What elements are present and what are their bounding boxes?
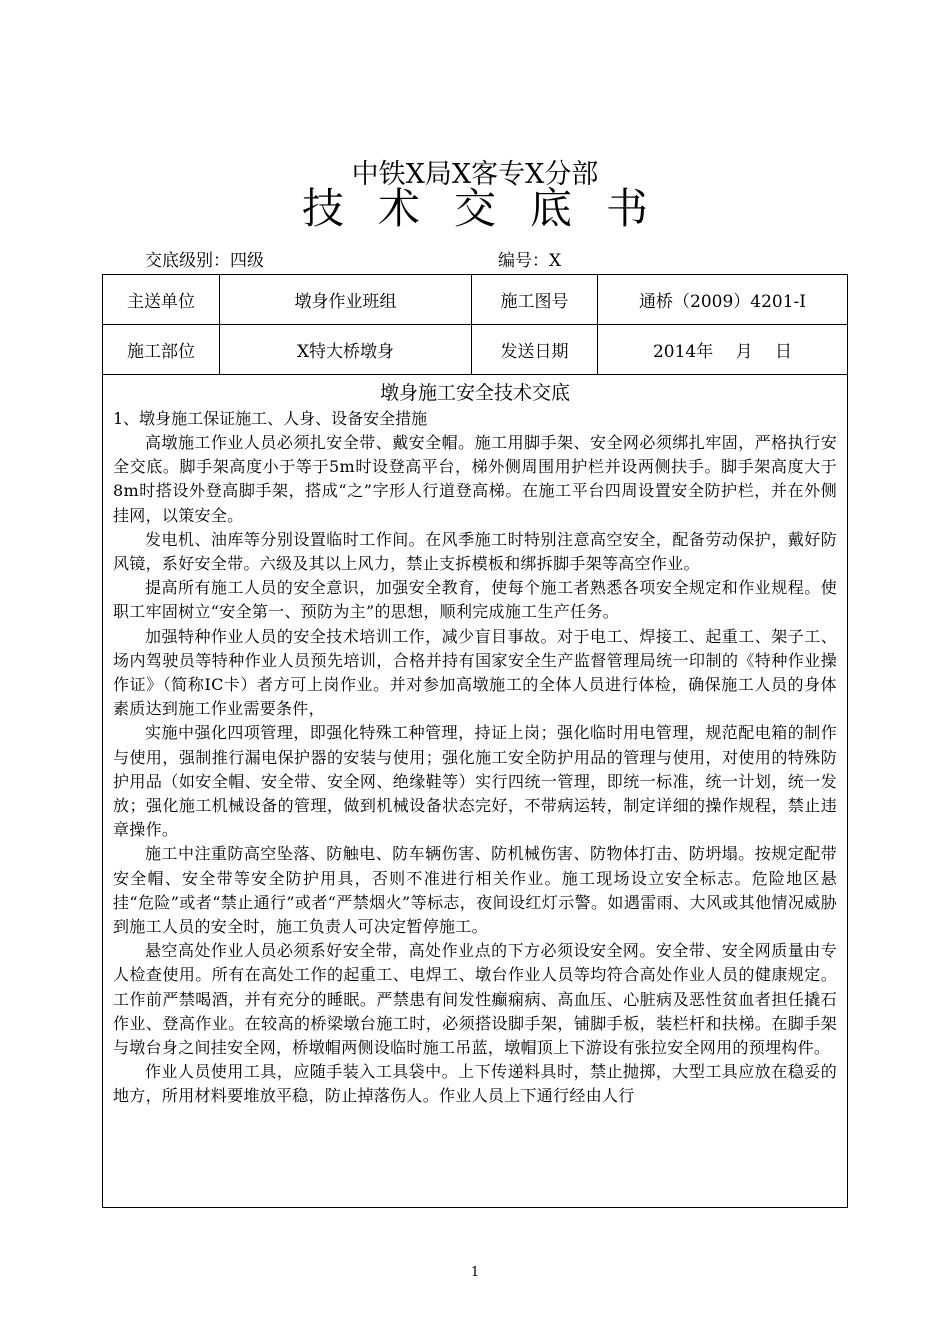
paragraph: 悬空高处作业人员必须系好安全带，高处作业点的下方必须设安全网。安全带、安全网质量由专人检查使用。所有在高处工作的起重工、电焊工、墩台作业人员等均符合高处作业人员的健康规定。工作前严禁喝酒，并有充分的睡眠。严禁患有间发性癫痫病、高血压、心脏病及恶性贫血者担任撬石作业、登高作业。在较高的桥梁墩台施工时，必须搭设脚手架，铺脚手板，装栏杆和扶梯。在脚手架与墩台身之间挂安全网，桥墩帽两侧设临时施工吊蓝，墩帽顶上下游设有张拉安全网用的预埋构件。 bbox=[113, 941, 837, 1058]
disclosure-content bbox=[103, 375, 847, 1109]
construction-part-label: 施工部位 bbox=[127, 342, 195, 362]
drawing-number-value: 通桥（2009）4201-Ⅰ bbox=[639, 292, 806, 312]
paragraph: 加强特种作业人员的安全技术培训工作，减少盲目事故。对于电工、焊接工、起重工、架子工、场内驾驶员等特种作业人员预先培训，合格并持有国家安全生产监督管理局统一印制的《特种作业操作证》（简称IC卡）者方可上岗作业。并对参加高墩施工的全体人员进行体检，确保施工人员的身体素质达到施工作业需要条件， bbox=[113, 626, 837, 719]
paragraph: 作业人员使用工具，应随手装入工具袋中。上下传递料具时，禁止抛掷，大型工具应放在稳妥的地方，所用材料要堆放平稳，防止掉落伤人。作业人员上下通行经由人行 bbox=[113, 1062, 837, 1106]
document-number: 编号：X bbox=[498, 251, 562, 271]
section-heading: 1、墩身施工保证施工、人身、设备安全措施 bbox=[113, 409, 428, 428]
recipient-label: 主送单位 bbox=[127, 292, 195, 312]
organization-title: 中铁X局X客专X分部 bbox=[351, 159, 599, 190]
send-date-value: 2014年 月 日 bbox=[652, 342, 793, 362]
document-title: 技术交底书 bbox=[301, 184, 682, 233]
paragraph: 提高所有施工人员的安全意识，加强安全教育，使每个施工者熟悉各项安全规定和作业规程。使职工牢固树立“安全第一、预防为主”的思想，顺利完成施工生产任务。 bbox=[113, 578, 837, 622]
paragraph: 施工中注重防高空坠落、防触电、防车辆伤害、防机械伤害、防物体打击、防坍塌。按规定配带安全帽、安全带等安全防护用具，否则不准进行相关作业。施工现场设立安全标志。危险地区悬挂“危险”或者“禁止通行”或者“严禁烟火”等标志，夜间设红灯示警。如遇雷雨、大风或其他情况威胁到施工人员的安全时，施工负责人可决定暂停施工。 bbox=[113, 844, 837, 937]
disclosure-table bbox=[102, 274, 848, 1208]
paragraph: 发电机、油库等分别设置临时工作间。在风季施工时特别注意高空安全，配备劳动保护，戴好防风镜，系好安全带。六级及其以上风力，禁止支拆模板和绑拆脚手架等高空作业。 bbox=[113, 529, 837, 574]
content-title: 墩身施工安全技术交底 bbox=[379, 382, 570, 404]
page-number: 1 bbox=[470, 1265, 480, 1280]
paragraph: 实施中强化四项管理，即强化特殊工种管理，持证上岗；强化临时用电管理，规范配电箱的制作与使用，强制推行漏电保护器的安装与使用；强化施工安全防护用品的管理与使用，对使用的特殊防护用品（如安全帽、安全带、安全网、绝缘鞋等）实行四统一管理，即统一标准，统一计划，统一发放；强化施工机械设备的管理，做到机械设备状态完好，不带病运转，制定详细的操作规程，禁止违章操作。 bbox=[113, 723, 837, 840]
disclosure-level: 交底级别：四级 bbox=[145, 251, 264, 271]
recipient-value: 墩身作业班组 bbox=[294, 292, 397, 312]
construction-part-value: X特大桥墩身 bbox=[296, 342, 395, 362]
paragraph: 高墩施工作业人员必须扎安全带、戴安全帽。施工用脚手架、安全网必须绑扎牢固，严格执行安全交底。脚手架高度小于等于5m时设登高平台，梯外侧周围用护栏并设两侧扶手。脚手架高度大于8m时搭设外登高脚手架，搭成“之”字形人行道登高梯。在施工平台四周设置安全防护栏，并在外侧挂网，以策安全。 bbox=[113, 433, 837, 525]
send-date-label: 发送日期 bbox=[500, 342, 569, 362]
drawing-number-label: 施工图号 bbox=[500, 292, 569, 312]
